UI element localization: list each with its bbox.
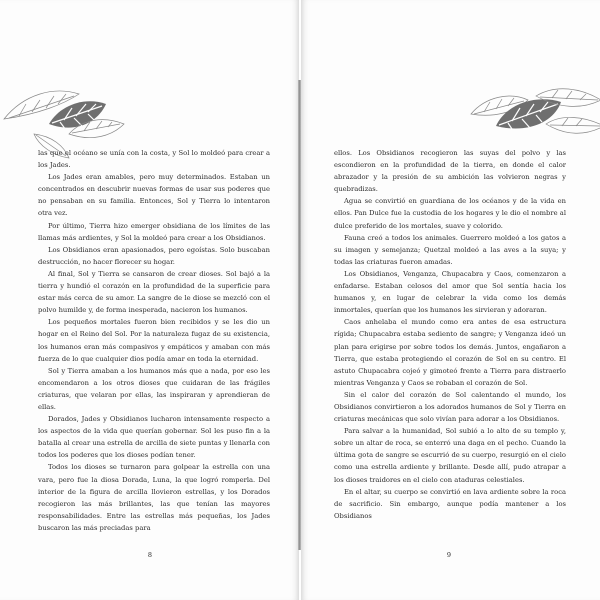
paragraph: Sol y Tierra amaban a los humanos más que a nada, por eso les encomendaron a los otros dioses que cuidaran de las frágiles criaturas, que velaran por ellas, las inspiraran y aprendieran de ellas. <box>38 366 270 411</box>
right-page <box>301 0 600 600</box>
paragraph: Para salvar a la humanidad, Sol subió a lo alto de su templo y, sobre un altar de roca, se enterró una daga en el pecho. Cuando la última gota de sangre se escurrió de su cuerpo, resurgió en el cielo como una estrella ardiente y brillante. Desde allí, pudo atrapar a los dioses traidores en el cielo con ataduras celestiales. <box>334 427 566 484</box>
paragraph: En el altar, su cuerpo se convirtió en lava ardiente sobre la roca de sacrificio. Sin embargo, aunque podía mantener a los Obsidianos <box>334 487 566 520</box>
paragraph: Al final, Sol y Tierra se cansaron de crear dioses. Sol bajó a la tierra y hundió el corazón en la profundidad de la superficie para estar más cerca de su amor. La sangre de le diose se mezcló con el polvo humilde y, de forma inesperada, nacieron los humanos. <box>38 269 270 315</box>
left-page <box>0 0 299 600</box>
right-page-body <box>334 147 566 522</box>
paragraph: Dorados, Jades y Obsidianos lucharon intensamente respecto a los aspectos de la vida que querían gobernar. Sol les puso fin a la batalla al crear una estrella de arcilla de siete puntas y llenarla con todos los poderes que los dioses podían tener. <box>38 415 270 460</box>
paragraph: ellos. Los Obsidianos recogieron las suyas del polvo y las escondieron en la profundidad de la tierra, en donde el calor abrazador y la presión de su ambición las volvieron negras y quebradizas. <box>334 149 566 194</box>
paragraph: Los pequeños mortales fueron bien recibidos y se les dio un hogar en el Reino del Sol. Por la naturaleza fugaz de su existencia, los humanos eran más compasivos y empáticos y amaban con más fuerza de lo que cualquier dios podía amar en toda la eternidad. <box>38 318 270 363</box>
paragraph: las que el océano se unía con la costa, y Sol lo moldeó para crear a los Jades. <box>38 149 270 170</box>
paragraph: Los Obsidianos, Venganza, Chupacabra y Caos, comenzaron a enfadarse. Estaban celosos del amor que Sol sentía hacia los humanos y, en lugar de celebrar la vida como los demás inmortales, querían que los humanos les sirvieran y adoraran. <box>334 269 566 315</box>
page-number-left: 8 <box>147 551 153 559</box>
paragraph: Los Obsidianos eran apasionados, pero egoístas. Solo buscaban destrucción, no hacer florecer su hogar. <box>38 245 270 266</box>
page-number-right: 9 <box>446 551 452 559</box>
paragraph: Por último, Tierra hizo emerger obsidiana de los límites de las llamas más ardientes, y Sol la moldeó para crear a los Obsidianos. <box>38 221 270 242</box>
paragraph: Agua se convirtió en guardiana de los océanos y de la vida en ellos. Pan Dulce fue la custodia de los hogares y le dio el nombre al dulce preferido de los mortales, suave y colorido. <box>334 197 566 230</box>
paragraph: Fauna creó a todos los animales. Guerrero moldeó a los gatos a su imagen y semejanza; Quetzal moldeó a las aves a la suya; y todas las criaturas fueron amadas. <box>334 233 566 266</box>
paragraph: Caos anhelaba el mundo como era antes de esa estructura rígida; Chupacabra estaba sediento de sangre; y Venganza ideó un plan para erigirse por sobre todos los demás. Juntos, engañaron a Tierra, que estaba protegiendo el corazón de Sol en su centro. El astuto Chupacabra cojeó y gimoteó frente a Tierra para distraerlo mientras Venganza y Caos se robaban el corazón de Sol. <box>334 318 566 387</box>
paragraph: Sin el calor del corazón de Sol calentando el mundo, los Obsidianos convirtieron a los adorados humanos de Sol y Tierra en criaturas mecánicas que solo vivían para adorar a los Obsidianos. <box>334 390 566 424</box>
paragraph: Los Jades eran amables, pero muy determinados. Estaban un concentrados en descubrir nuevas formas de usar sus poderes que no pensaban en su familia. Entonces, Sol y Tierra lo intentaron otra vez. <box>38 173 270 218</box>
left-page-body <box>38 147 270 534</box>
paragraph: Todos los dioses se turnaron para golpear la estrella con una vara, pero fue la diosa Dorada, Luna, la que logró romperla. Del interior de la figura de arcilla llovieron estrellas, y los Dorados recogieron las más brillantes, las que tenían las mayores responsabilidades. Entre las estrellas más pequeñas, los Jades buscaron las más preciadas para <box>38 463 270 532</box>
